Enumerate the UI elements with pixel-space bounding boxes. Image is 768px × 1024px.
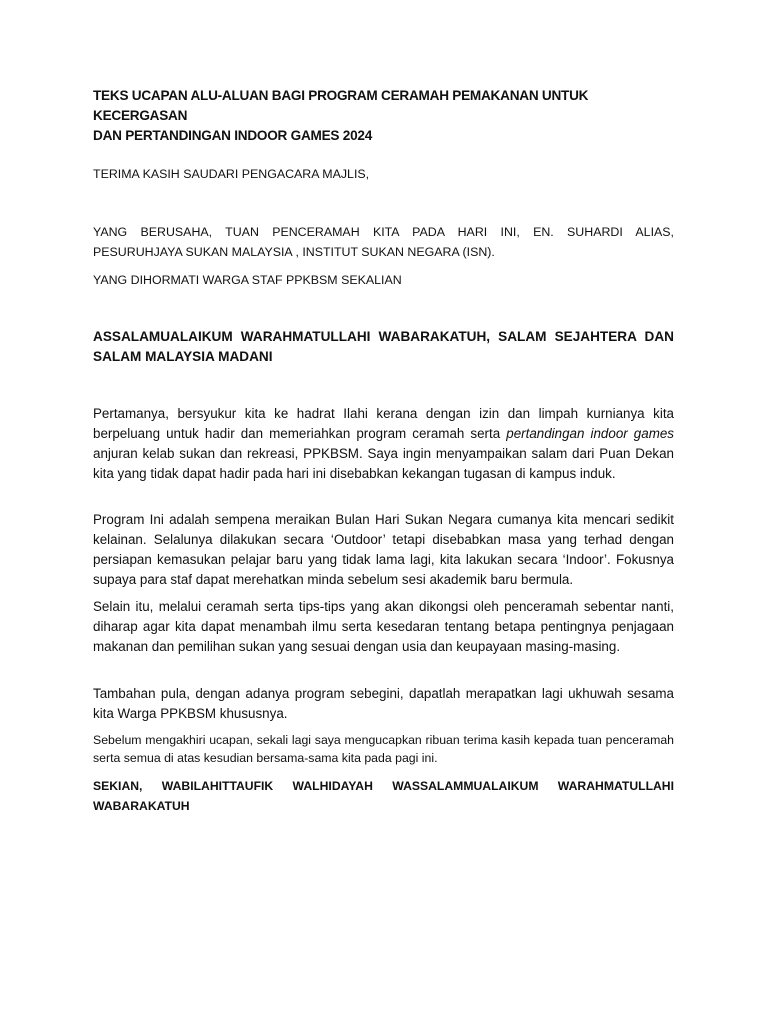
paragraph-4: Tambahan pula, dengan adanya program sebegini, dapatlah merapatkan lagi ukhuwah sesama kita Warga PPKBSM khususnya. xyxy=(93,686,674,721)
salam-line-2: SALAM MALAYSIA MADANI xyxy=(93,349,273,364)
paragraph-1-part-b: anjuran kelab sukan dan rekreasi, PPKBSM. Saya ingin menyampaikan salam dari Puan Dekan kita yang tidak dapat hadir pada hari ini disebabkan kekangan tugasan di kampus induk. xyxy=(93,446,674,481)
document-page xyxy=(93,0,674,1024)
salam-heading xyxy=(93,327,674,367)
document-title xyxy=(93,86,674,146)
title-line-2: DAN PERTANDINGAN INDOOR GAMES 2024 xyxy=(93,128,373,143)
paragraph-1-part-a: Pertamanya, bersyukur kita ke hadrat Ilahi kerana dengan izin dan limpah kurnianya kita berpeluang untuk hadir dan memeriahkan program ceramah serta xyxy=(93,406,674,441)
paragraph-2: Program Ini adalah sempena meraikan Bulan Hari Sukan Negara cumanya kita mencari sedikit kelainan. Selalunya dilakukan secara ‘Outdoor’ tetapi disebabkan masa yang terhad dengan persiapan kemasukan pelajar baru yang tidak lama lagi, kita lakukan secara ‘Indoor’. Fokusnya supaya para staf dapat merehatkan minda sebelum sesi akademik baru bermula. xyxy=(93,512,674,587)
closing-salutation xyxy=(93,776,674,816)
closing-line-1: SEKIAN, WABILAHITTAUFIK WALHIDAYAH WASSALAMMUALAIKUM WARAHMATULLAHI xyxy=(93,779,674,793)
closing-line-2: WABARAKATUH xyxy=(93,799,190,813)
title-line-1: TEKS UCAPAN ALU-ALUAN BAGI PROGRAM CERAMAH PEMAKANAN UNTUK KECERGASAN xyxy=(93,88,589,123)
paragraph-1-italic: pertandingan indoor games xyxy=(506,426,674,441)
paragraph-1 xyxy=(93,404,674,484)
address-speaker xyxy=(93,222,674,262)
paragraph-3: Selain itu, melalui ceramah serta tips-tips yang akan dikongsi oleh penceramah sebentar nanti, diharap agar kita dapat menambah ilmu serta kesedaran tentang betapa pentingnya penjagaan makanan dan pemilihan sukan yang sesuai dengan usia dan keupayaan masing-masing. xyxy=(93,599,674,654)
thanks-emcee: TERIMA KASIH SAUDARI PENGACARA MAJLIS, xyxy=(93,167,370,181)
salam-line-1: ASSALAMUALAIKUM WARAHMATULLAHI WABARAKATUH, SALAM SEJAHTERA DAN xyxy=(93,329,674,344)
address-speaker-line-2: PESURUHJAYA SUKAN MALAYSIA , INSTITUT SUKAN NEGARA (ISN). xyxy=(93,245,495,259)
paragraph-5: Sebelum mengakhiri ucapan, sekali lagi saya mengucapkan ribuan terima kasih kepada tuan penceramah serta semua di atas kesudian bersama-sama kita pada pagi ini. xyxy=(93,733,674,765)
address-staff: YANG DIHORMATI WARGA STAF PPKBSM SEKALIAN xyxy=(93,273,402,287)
address-speaker-line-1: YANG BERUSAHA, TUAN PENCERAMAH KITA PADA HARI INI, EN. SUHARDI ALIAS, xyxy=(93,225,674,239)
